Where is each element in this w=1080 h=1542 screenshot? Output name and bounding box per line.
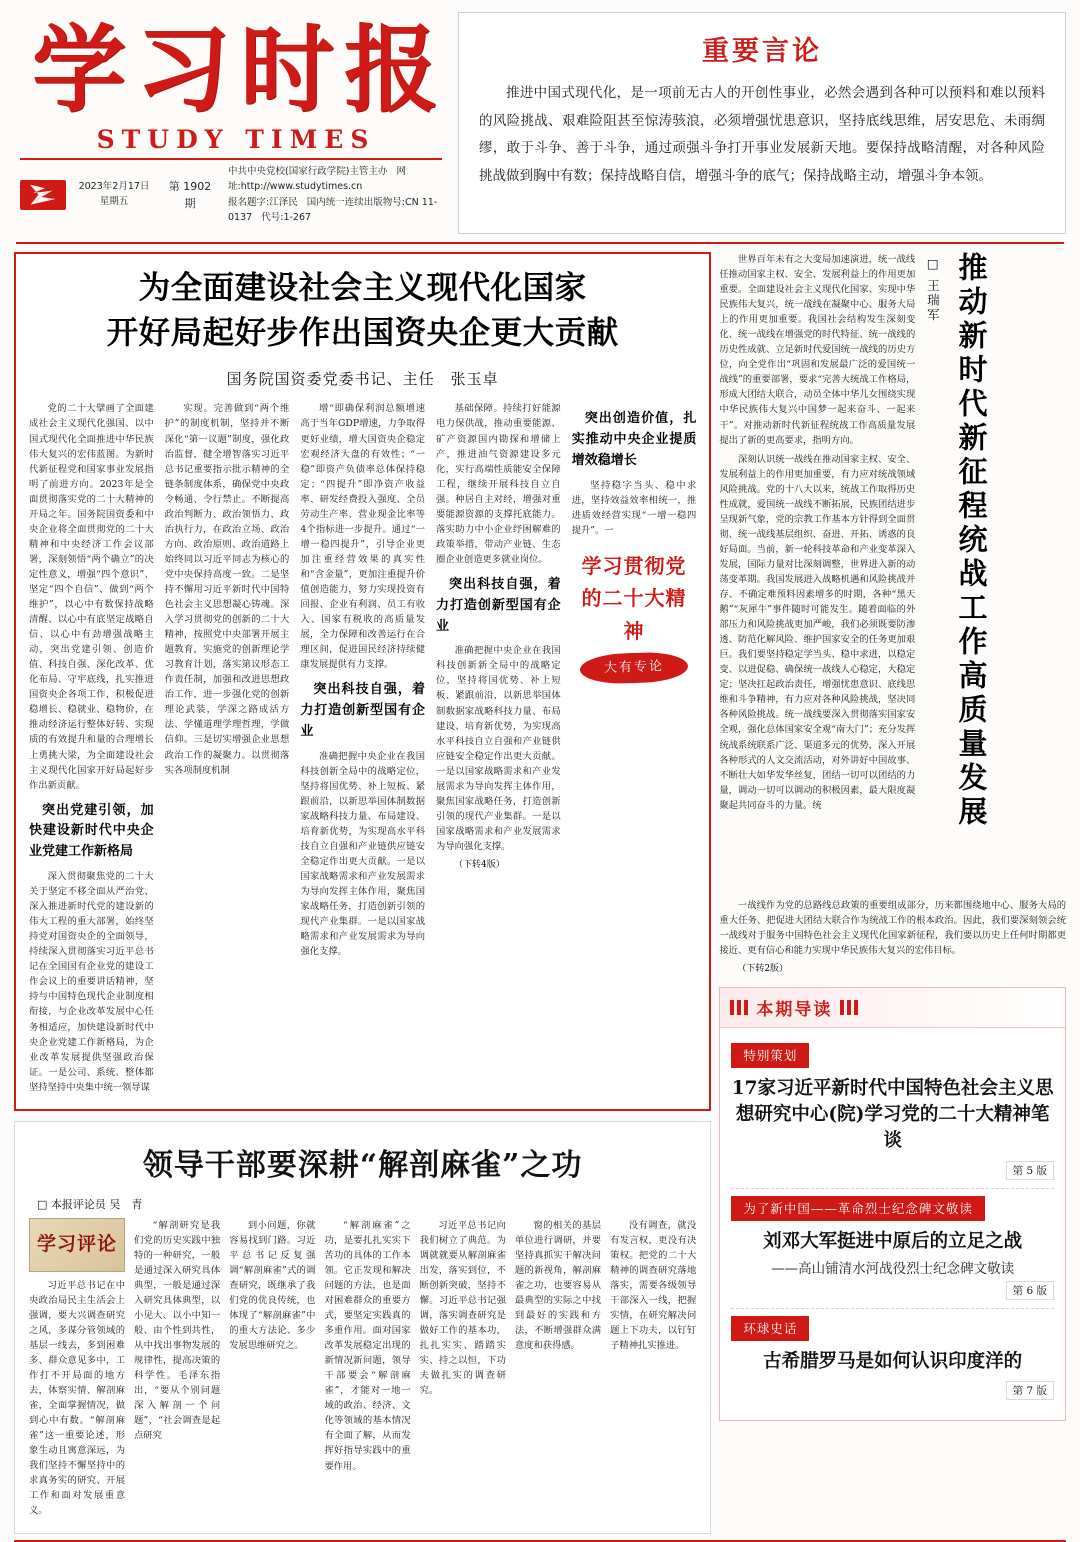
guide-item[interactable] [731, 1309, 1054, 1408]
guide-item-page: 第 6 版 [1006, 1281, 1054, 1300]
masthead-code: 代号:1-267 [261, 211, 312, 223]
commentary-column-1 [29, 1218, 125, 1523]
newspaper-logo-cn: 学习时报 [32, 15, 449, 125]
paragraph: 窗的相关的基层单位进行调研，并要坚持真抓实干解决问题的新视角，解剖麻雀之功，也要容易从最典型的实际之中找到最好的实践和方法，不断增强群众满意度和获得感。 [514, 1219, 602, 1352]
paragraph: 没有调查，就没有发言权，更没有决策权。把党的二十大精神的调查研究落地落实，需要各级领导干部深入一线，把握实情，在研究解决问题上下功夫，以钉钉子精神扎实推进。 [610, 1219, 697, 1352]
feature-continuation [719, 898, 1066, 977]
important-statement-body: 推进中国式现代化，是一项前无古人的开创性事业，必然会遇到各种可以预料和难以预料的风险挑战、艰难险阻甚至惊涛骇浪，必须增强忧患意识，坚持底线思维，居安思危、未雨绸缪，敢于斗争、善于斗争，通过顽强斗争打开事业发展新天地。要保持战略清醒，对各种风险挑战做到胸中有数；保持战略自信，增强斗争的底气；保持战略主动，增强斗争本领。 [479, 85, 1045, 185]
masthead-date-block [76, 180, 152, 209]
newspaper-logo-en: STUDY TIMES [96, 125, 376, 155]
header-red-rule [16, 242, 1064, 244]
guide-item[interactable] [731, 1036, 1054, 1189]
paragraph: 习近平总书记在中央政治局民主生活会上强调，要大兴调查研究之风，多谋分管领域的基层一线去，多到困难多、群众意见多中，工作打不开局面的地方去，体察实情、解剖麻雀，全面掌握情况，做到心中有数。“解剖麻雀”这一重要论述，形象生动且寓意深远，为我们坚持不懈坚持中的求真务实的研究、开展工作和面对发展重意义。 [29, 1279, 125, 1517]
masthead-issue: 第 1902 期 [168, 179, 212, 210]
paragraph: 准确把握中央企业在我国科技创新全局中的战略定位，坚持将国优势、补上短板、紧跟前沿，以新思举国体制数据家战略科技力量、布局建设、培育新优势，为实现高水平科技自立自强和产业链供应链安全稳定作出更大贡献。一是以国家战略需求和产业发展需求为导向发挥主体作用，聚焦国家战略任务，打造创新引领的现代产业集群。一是以国家战略需求和产业发展需求为导向强化支撑。 [300, 750, 426, 958]
guide-item-tag: 特别策划 [731, 1043, 809, 1068]
masthead-date: 2023年2月17日 [78, 180, 150, 192]
guide-item-title[interactable]: 古希腊罗马是如何认识印度洋的 [763, 1350, 1023, 1372]
paragraph: 准确把握中央企业在我国科技创新新全局中的战略定位，坚持将国优势、补上短板、紧跟前沿，以新思举国体制数据家战略科技力量、布局建设、培育新优势，为实现高水平科技自立自强和产业链供应链安全稳定作出更大贡献。一是以国家战略需求和产业发展需求为导向发挥主体作用，聚焦国家战略任务，打造创新引领的现代产业集群。一是以国家战略需求和产业发展需求为导向强化支撑。 [436, 645, 561, 852]
lead-column-5 [572, 401, 697, 1098]
important-statement-title: 重要言论 [702, 36, 822, 67]
masthead-cn-number: 国内统一连续出版物号:CN 11-0137 [228, 196, 438, 223]
masthead-website: 网址:http://www.studytimes.cn [228, 166, 406, 193]
commentary-column-6 [515, 1218, 601, 1523]
guide-item-title[interactable]: 17家习近平新时代中国特色社会主义思想研究中心(院)学习党的二十大精神笔谈 [731, 1077, 1054, 1152]
lead-headline [29, 266, 696, 355]
continuation-note: （下转4版） [454, 860, 505, 870]
commentary-column-5 [420, 1218, 506, 1523]
paragraph: 实现。完善做到“两个维护”的制度机制，坚持并不断深化“第一议题”制度，强化政治监督，健全增智落实习近平总书记重要指示批示精神的全链条制度体系，确保党中央政令畅通、令行禁止。不断提高政治判断力、政治领悟力、政治执行力，在政治立场、政治方向、政治原则、政治道路上始终同以习近平同志为核心的党中央保持高度一致。二是坚持不懈用习近平新时代中国特色社会主义思想凝心铸魂。深入学习贯彻党的创新的二十大精神，按照党中央部署开展主题教育，实施党的创新理论学习教育计划，落实第议形态工作责任制，加强和改进思想政治工作，进一步强化党的创新理论武装，学深之路成活方法、学懂道理学理哲理，学做信仰。三是切实增强企业思想政治工作的凝聚力。以贯彻落实各项制度机制 [164, 403, 290, 776]
paragraph: 基础保障。持续打好能源电力保供战，推动重要能源、矿产资源国内勘探和增储上产，推进油气资源建设多元化，实行高端性质能安全保障工程，继续开展科技自立自强。种居自主对经，增强对重要能源资源的支撑托底能力。落实助力中小企业纾困解难的政策举措，带动产业链、生态圈企业创造更多就业岗位。 [436, 403, 561, 565]
lead-headline-line1: 为全面建设社会主义现代化国家 [138, 269, 587, 306]
lead-column-3 [300, 401, 425, 1098]
lead-subheading: 突出党建引领，加快建设新时代中央企业党建工作新格局 [29, 802, 154, 860]
commentary-columns [29, 1218, 696, 1523]
lead-headline-line2: 开好局起好步作出国资央企更大贡献 [106, 313, 619, 351]
masthead-publisher-block [228, 164, 442, 225]
right-column-zone [719, 252, 1066, 1534]
lead-subheading: 突出科技自强，着力打造创新型国有企业 [436, 576, 561, 634]
paragraph: 党的二十大擘画了全面建成社会主义现代化强国、以中国式现代化全面推进中华民族伟大复兴的宏伟蓝图。为新时代新征程党和国家事业发展指明了前进方向。2023年是全面贯彻落实党的二十大精神的开局之年。国务院国资委和中央企业将全面贯彻党的二十大精神和中央经济工作会议部署，深刻领悟“两个确立”的决定性意义，增强“四个意识”、坚定“四个自信”、做到“两个维护”，以心中有数保持战略清醒、以心中有底坚定战略自信、以心中有劲增强战略主动，突出党建引领、创造价值、科技自强、深化改革、优化布局、守牢底线，扎实推进国资央企各项工作，积极促进稳增长、稳就业、稳物价，在推动经济运行整体好转、实现质的有效提升和量的合理增长上勇挑大梁，为全面建设社会主义现代化国家开好局起好步作出新贡献。 [29, 403, 154, 791]
masthead-weekday: 星期五 [99, 195, 129, 207]
paragraph: 深入贯彻聚焦党的二十大关于坚定不移全面从严治党、深入推进新时代党的建设新的伟大工程的重大部署，始终坚持党对国资央企的全面领导，持续深入贯彻落实习近平总书记在全国国有企业党的建设工作会议上的重要讲话精神，坚持与中国特色现代企业制度相衔接，与企业改革发展中心任务相适应，加快建设新时代中央企业党建工作新格局，为企业改革发展提供坚强政治保证。一是公司、系统、整体都坚持坚持中央集中统一领导谋 [29, 871, 154, 1093]
commentary-seal-icon: 学习评论 [29, 1218, 125, 1272]
commentary-article [14, 1121, 711, 1534]
commentary-column-4 [324, 1218, 410, 1523]
paragraph: 世界百年未有之大变局加速演进，统一战线任推动国家主权、安全、发展利益上的作用更加重要。全面建设社会主义现代化国家、实现中华民族伟大复兴，统一战线在凝聚中心、服务大局上的作用更加重要。我国社会结构发生深刻变化、统一战线在增强党的时代特征、统一战线的历史性成就、立足新时代爱国统一战线的历史方位，向全党作出“巩固和发展最广泛的爱国统一战线”的重要部署，要求“完善大统战工作格局，形成大团结大联合，动员全体中华儿女围绕实现中华民族伟大复兴中国梦一起来奋斗、一起来干”。对推动新时代新征程统战工作高质量发展提出了新的更高要求，指明方向。 [719, 254, 916, 446]
commentary-headline: 领导干部要深耕“解剖麻雀”之功 [142, 1147, 583, 1183]
bars-icon [840, 1000, 858, 1015]
continuation-note: （下转2版） [737, 964, 789, 975]
masthead-info [14, 160, 448, 225]
left-column-zone [14, 252, 711, 1534]
issue-guide-list [720, 1028, 1065, 1420]
bars-icon [730, 1000, 748, 1015]
commentary-column-3 [229, 1218, 315, 1523]
column-stamp: 大有专论 [580, 651, 689, 685]
lead-subheading: 突出创造价值，扎实推动中央企业提质增效稳增长 [571, 411, 697, 469]
newspaper-emblem-icon [20, 180, 66, 210]
paragraph: 深刻认识统一战线在推动国家主权、安全、发展利益上的作用更加重要，有力应对统战领域风险挑战。党的十八大以来，统战工作取得历史性成就，爱国统一战线不断拓展，民族团结进步呈现新气象，党的宗教工作基本方针得到全面贯彻、统一战线基层组织、奋进、开拓、诱惑的良好局面。当前，新一轮科技革命和产业变革深入发展，国际力量对比深刻调整，世界进入新的动荡变革期。我国发展进入战略机遇和风险挑战并存、不确定难预料因素增多的时期，各种“黑天鹅”“灰犀牛”事件随时可能发生。随着面临的外部压力和风险挑战更加严峻，我们必须既要防渗透、防范化解风险、维护国家安全的任务更加艰巨。我们要坚持稳定学当头、稳中求进，以稳定变、以进促稳、确保统一战线人心稳定，大稳定定；坚决扛起政治责任，增强忧患意识、底线思维和斗争精神，有力应对各种风险挑战，坚决同各种风险挑战。统一战线要深入贯彻落实国家安全观，强化总体国家安全观“南大门”；充分发挥统战系统联系广泛、渠道多元的优势，深入开展各种形式的人文交流活动，对外讲好中国故事、不断壮大如华发华丝复，团结一切可以团结的力量，调动一切可以调动的积极因素，最大限度凝聚起共同奋斗的力量。统 [719, 453, 916, 811]
paragraph: “解剖研究是我们党的历史实践中独特的一种研究，一般是通过深入研究具体典型，一般是通过深入研究具体典型，以小见大、以小中知一般、由个性到共性，从中找出事物发展的规律性，提高决策的科学性。毛泽东指出，“要从个别问题深入解剖一个问题”，“社会调查是起点研究 [134, 1219, 221, 1442]
lead-column-2 [165, 401, 290, 1098]
feature-headline: 推动新时代新征程统战工作高质量发展 [954, 252, 989, 830]
masthead-calligrapher: 报名题字:江泽民 [228, 196, 298, 208]
guide-item-title[interactable]: 刘邓大军挺进中原后的立足之战 [763, 1230, 1023, 1252]
guide-item[interactable] [731, 1189, 1054, 1309]
lead-byline: 国务院国资委党委书记、主任 张玉卓 [226, 370, 499, 389]
paragraph: 一战线作为党的总路线总政策的重要组成部分，历来都围绕地中心、服务大局的重大任务、把促进大团结大联合作为统战工作的根本政治。因此，我们要深刻领会统一战线对于服务中国特色社会主义现代化国家新征程，我们要以历史上任何时期都更接近、更有信心和能力实现中华民族伟大复兴的宏伟目标。 [719, 900, 1066, 957]
commentary-byline: □ 本报评论员 吴 青 [37, 1197, 143, 1211]
lead-column-1 [29, 401, 154, 1098]
feature-author: □ 王瑞军 [925, 256, 941, 323]
lead-column-4 [436, 401, 561, 1098]
lead-columns [29, 401, 696, 1098]
feature-columns [719, 252, 915, 892]
feature-column-1 [719, 252, 915, 892]
footer-red-rule [14, 1540, 1066, 1542]
page-body [14, 252, 1066, 1534]
guide-item-tag: 为了新中国——革命烈士纪念碑文敬读 [731, 1196, 985, 1221]
commentary-column-2 [134, 1218, 220, 1523]
guide-item-page: 第 7 版 [1006, 1381, 1054, 1400]
paragraph: “解剖麻雀”之功，是要扎扎实实下苦功的具体的工作本领。它正发现和解决问题的方法，也是面对困难群众的重要方式，要坚定实践真的多重作用。面对国家改革发展稳定出现的新情况新问题，领导干部要会“解剖麻雀”，才能对一地一域的政治、经济、文化等领域的基本情况有全面了解，从而发挥好指导实践中的重要作用。 [324, 1219, 411, 1472]
lead-slogan: 学习贯彻党的二十大精神 [581, 554, 687, 643]
masthead [14, 12, 1066, 234]
masthead-left [14, 12, 448, 225]
paragraph: 习近平总书记向我们树立了典范。为调就就要从解剖麻雀出发，落实到位，不断创新突破，坚持不懈。习近平总书记强调，落实调查研究是做好工作的基本功，扎扎实实、踏踏实实、持之以恒，下功夫做扎实的调查研究。 [419, 1219, 506, 1397]
guide-item-subtitle: ——高山铺清水河战役烈士纪念碑文敬读 [771, 1260, 1015, 1277]
guide-item-page: 第 5 版 [1006, 1161, 1054, 1180]
issue-guide-box [719, 987, 1066, 1421]
feature-article [719, 252, 1066, 892]
masthead-publisher: 中共中央党校(国家行政学院)主管主办 [228, 166, 388, 178]
lead-subheading: 突出科技自强，着力打造创新型国有企业 [300, 682, 426, 739]
paragraph: 增“即确保利润总额增速高于当年GDP增速，力争取得更好业绩，增大国资央企稳定宏观经济大盘的有效性；“一稳”即资产负债率总体保持稳定；“四提升”即净资产收益率、研发经费投入强度、全员劳动生产率、营业现金比率等4个指标进一步提升。通过“一增一稳四提升”，引导企业更加注重经营效果的真实性和“含金量”，更加注重提升价值创造能力，努力实现投资有回报、企业有利润、员工有收入、国家有税收的高质量发展，全力保障和改善运行在合理区间，促进国民经济持续健康发展提供有力支撑。 [300, 403, 426, 671]
issue-guide-title: 本期导读 [756, 999, 833, 1020]
guide-item-tag: 环球史话 [731, 1316, 809, 1341]
issue-guide-header [720, 988, 1065, 1028]
important-statement-box [458, 12, 1066, 234]
paragraph: 到小问题，你就容易找到门路。习近平总书记反复强调“解剖麻雀”式的调查研究，既继承了我们党的优良传统，也体现了“解剖麻雀”中的重大方法论、多少发展思维研究之。 [229, 1219, 316, 1352]
lead-article [14, 252, 711, 1111]
paragraph: 坚持稳字当头、稳中求进，坚持效益效率相统一，推进质效经营实现“一增一稳四提升”。一 [571, 479, 697, 536]
commentary-column-7 [610, 1218, 696, 1523]
